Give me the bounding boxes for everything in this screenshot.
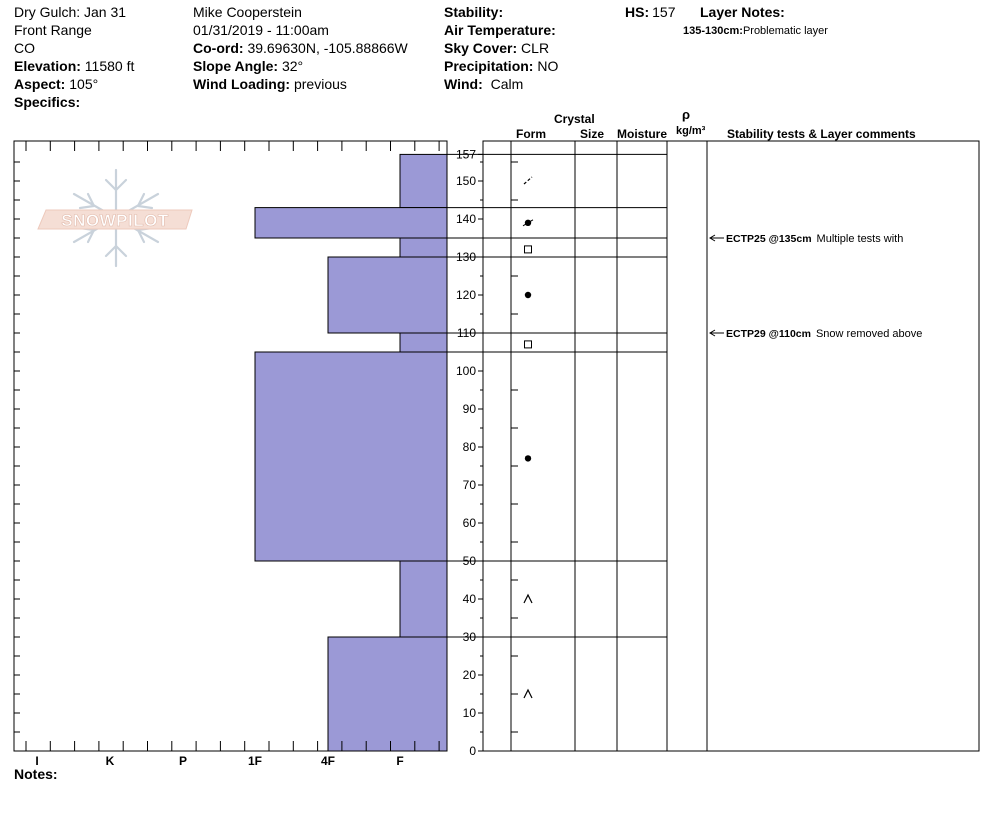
height-label: 50 <box>462 554 476 568</box>
height-label: 130 <box>455 250 476 264</box>
comments-header: Stability tests & Layer comments <box>727 127 916 141</box>
aspect-value: 105° <box>69 76 99 92</box>
hardness-bar <box>400 561 447 637</box>
wind-label: Wind: <box>444 76 483 92</box>
hardness-bar <box>255 352 447 561</box>
hardness-label: K <box>105 754 115 768</box>
observer: Mike Cooperstein <box>193 4 302 20</box>
height-label: 60 <box>462 516 476 530</box>
stability-test <box>726 233 903 245</box>
hardness-label: I <box>35 754 39 768</box>
height-label: 150 <box>455 174 476 188</box>
height-label: 157 <box>455 147 476 162</box>
stability-test <box>726 328 922 340</box>
coord-value: 39.69630N, -105.88866W <box>247 40 408 56</box>
form-header: Form <box>516 127 546 141</box>
moisture-header: Moisture <box>617 127 668 141</box>
grain-symbol-faceted <box>525 341 532 348</box>
sky-label: Sky Cover: <box>444 40 518 56</box>
logo-text: SNOWPILOT <box>61 211 169 230</box>
hardness-label: F <box>396 754 404 768</box>
layer-table <box>447 141 979 751</box>
hardness-bar <box>400 238 447 257</box>
test-code: ECTP25 @135cm <box>726 233 812 245</box>
layer-notes-label: Layer Notes: <box>700 4 785 20</box>
wind-value: Calm <box>490 76 524 92</box>
precip-value: NO <box>537 58 559 74</box>
wind-loading-label: Wind Loading: <box>193 76 291 92</box>
height-label: 100 <box>455 364 476 378</box>
hardness-bar <box>255 208 447 238</box>
elevation-label: Elevation: <box>14 58 81 74</box>
grain-symbol-depth-hoar <box>524 595 532 603</box>
state: CO <box>14 40 35 56</box>
layer-note-text: Problematic layer <box>742 25 828 37</box>
test-comment: Snow removed above <box>815 328 923 340</box>
density-unit-header: kg/m³ <box>676 125 706 137</box>
hardness-bar <box>400 154 447 207</box>
sky-value: CLR <box>521 40 550 56</box>
air-temp-label: Air Temperature: <box>444 22 556 38</box>
height-label: 10 <box>462 706 476 720</box>
height-label: 0 <box>469 744 476 758</box>
height-label: 80 <box>462 440 476 454</box>
aspect-label: Aspect: <box>14 76 66 92</box>
stability-label: Stability: <box>444 4 504 20</box>
height-label: 40 <box>462 592 476 606</box>
hardness-bar <box>328 637 447 751</box>
grain-symbol-faceted <box>525 246 532 253</box>
hardness-bars <box>255 154 447 751</box>
site-name: Dry Gulch: Jan 31 <box>14 4 127 20</box>
test-code: ECTP29 @110cm <box>726 328 811 340</box>
hs-value: 157 <box>652 4 676 20</box>
grain-symbol-decomposing <box>524 177 532 184</box>
elevation-value: 11580 ft <box>84 58 135 74</box>
mountain-range: Front Range <box>14 22 92 38</box>
specifics-label: Specifics: <box>14 94 81 110</box>
rho-header: ρ <box>682 107 691 122</box>
grain-symbol-depth-hoar <box>524 690 532 698</box>
height-label: 70 <box>462 478 476 492</box>
height-label: 90 <box>462 402 476 416</box>
layer-note-range: 135-130cm: <box>683 25 743 37</box>
coord-label: Co-ord: <box>193 40 244 56</box>
hardness-bar <box>400 333 447 352</box>
grain-symbol-rounded <box>525 292 531 298</box>
notes-label: Notes: <box>14 766 58 782</box>
hardness-label: 1F <box>247 754 263 768</box>
hardness-label: 4F <box>320 754 336 768</box>
height-label: 110 <box>456 326 476 340</box>
precip-label: Precipitation: <box>444 58 534 74</box>
height-label: 120 <box>455 288 476 302</box>
height-label: 20 <box>462 668 476 682</box>
height-label: 30 <box>462 630 476 644</box>
hardness-bar <box>328 257 447 333</box>
datetime: 01/31/2019 - 11:00am <box>193 22 329 38</box>
height-label: 140 <box>455 212 476 226</box>
wind-loading-value: previous <box>293 76 347 92</box>
crystal-header: Crystal <box>554 112 595 126</box>
snowpilot-logo <box>38 170 192 266</box>
grain-symbol-rounded <box>525 455 531 461</box>
hs-label: HS: <box>625 4 650 20</box>
slope-value: 32° <box>281 58 304 74</box>
test-comment: Multiple tests with <box>816 233 904 245</box>
hardness-label: P <box>178 754 188 768</box>
size-header: Size <box>580 127 605 141</box>
slope-label: Slope Angle: <box>193 58 279 74</box>
